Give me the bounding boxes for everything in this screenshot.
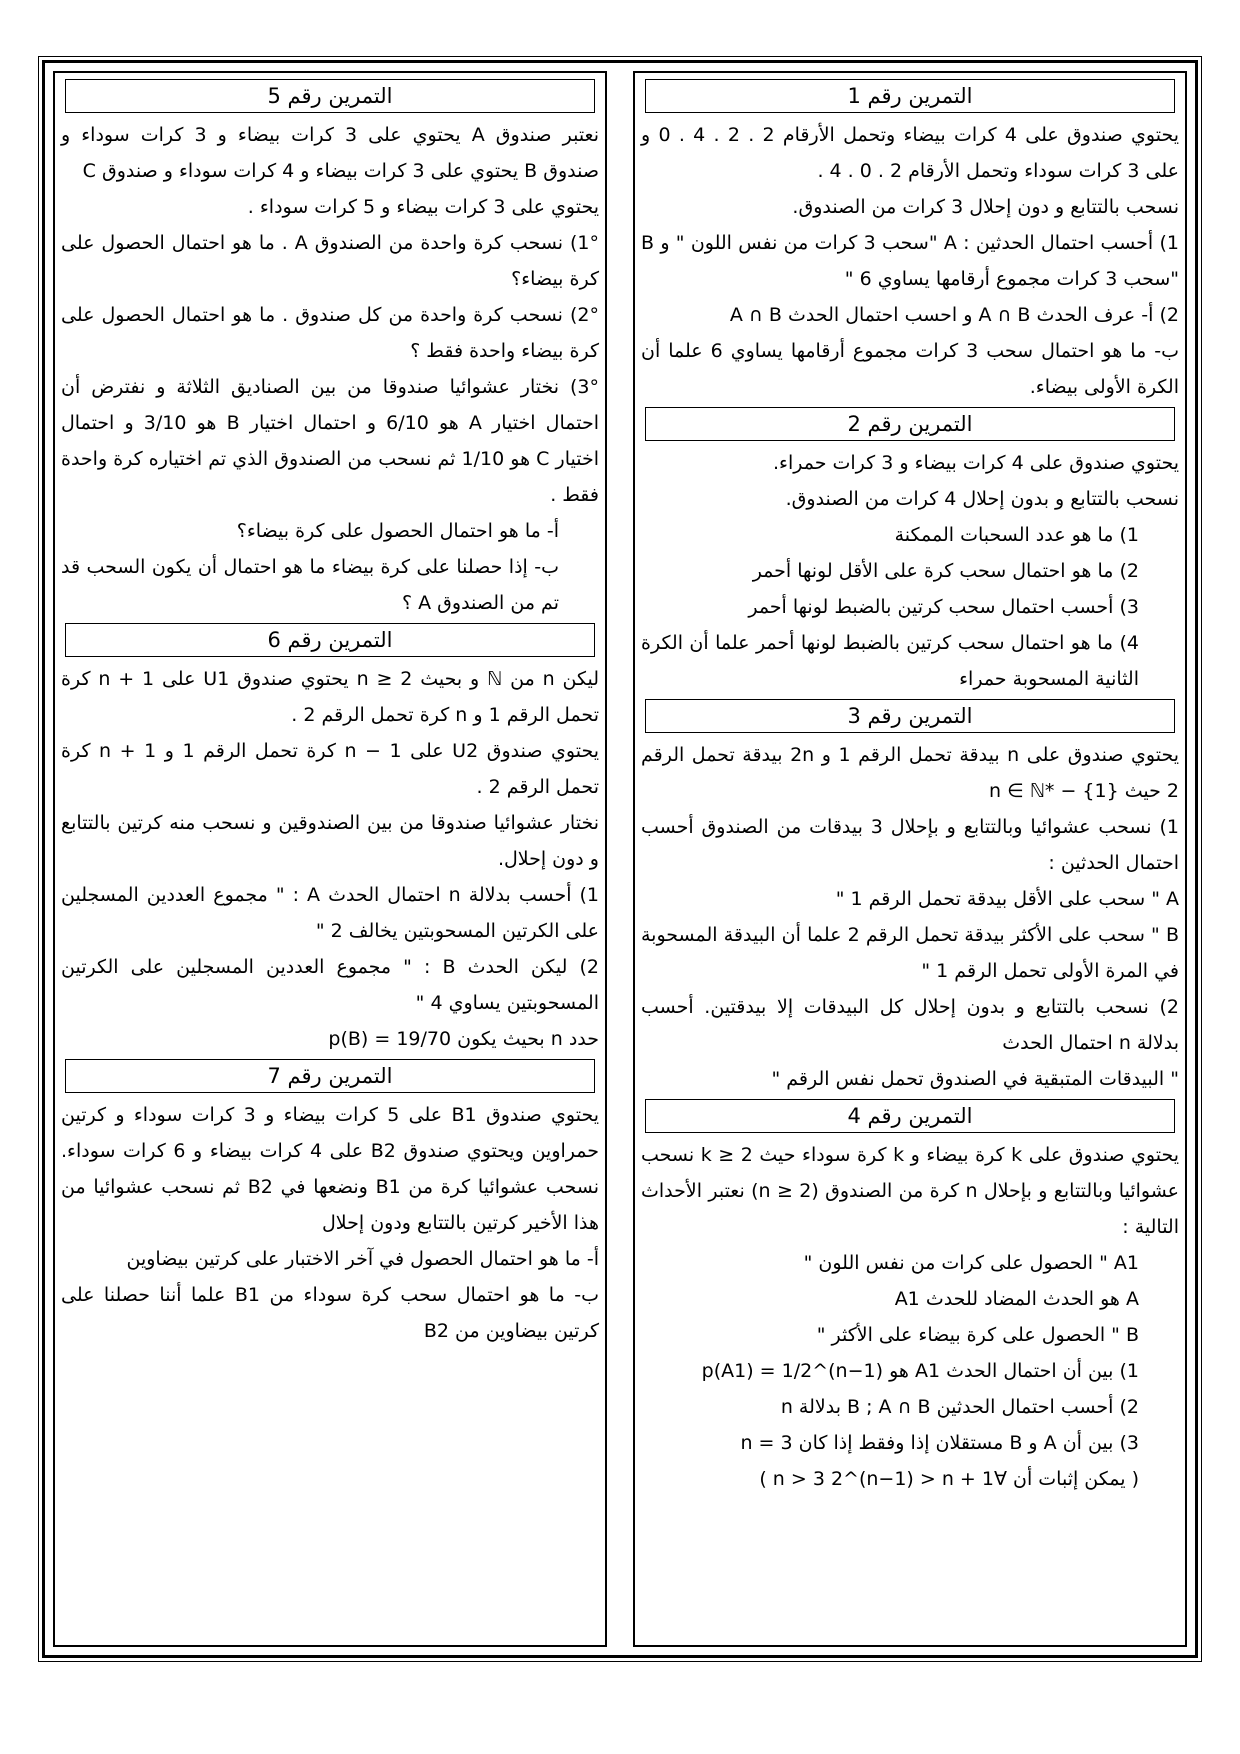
exercise-question: 1°) نسحب كرة واحدة من الصندوق A . ما هو احتمال الحصول على كرة بيضاء؟ <box>61 232 600 290</box>
exercise-text: يحتوي صندوق B1 على 5 كرات بيضاء و 3 كرات سوداء و كرتين حمراوين ويحتوي صندوق B2 على 4 كرات بيضاء و 6 كرات سوداء. نسحب عشوائيا كرة من B1 ونضعها في B2 ثم نسحب عشوائيا من هذا الأخير كرتين بالتتابع ودون إحلال <box>61 1104 600 1234</box>
exercise-text: يحتوي صندوق على 4 كرات بيضاء و 3 كرات حمراء. <box>773 452 1179 474</box>
exercise-question: 1) أحسب احتمال الحدثين : A "سحب 3 كرات من نفس اللون " و B "سحب 3 كرات مجموع أرقامها يساوي 6 " <box>641 232 1179 290</box>
exercise-question: 3°) نختار عشوائيا صندوقا من بين الصناديق الثلاثة و نفترض أن احتمال اختيار A هو 6/10 و احتمال اختيار B هو 3/10 و احتمال اختيار C هو 1/10 ثم نسحب من الصندوق الذي تم اختياره كرة واحدة فقط . <box>61 376 599 506</box>
exercise-2 <box>641 407 1179 697</box>
exercise-question: 1) ما هو عدد السحبات الممكنة <box>894 524 1139 546</box>
exercise-question: 1) أحسب بدلالة n احتمال الحدث A : " مجموع العددين المسجلين على الكرتين المسحوبتين يخالف 2 " <box>61 884 600 942</box>
exercise-question: حدد n بحيث يكون p(B) = 19/70 <box>328 1028 599 1050</box>
exercise-question: 4) ما هو احتمال سحب كرتين بالضبط لونها أحمر علما أن الكرة الثانية المسحوبة حمراء <box>641 632 1139 690</box>
exercise-title: التمرين رقم 7 <box>65 1059 595 1093</box>
exercise-question: 1) بين أن احتمال الحدث A1 هو p(A1) = 1/2^(n−1) <box>701 1360 1139 1382</box>
left-column <box>53 71 607 1647</box>
exercise-text: يحتوي صندوق على k كرة بيضاء و k كرة سوداء حيث k ≥ 2 نسحب عشوائيا وبالتتابع و بإحلال n كرة من الصندوق (n ≥ 2) نعتبر الأحداث التالية : <box>641 1144 1180 1238</box>
exercise-5 <box>61 79 599 621</box>
exercise-title: التمرين رقم 3 <box>645 699 1175 733</box>
exercise-question: A " سحب على الأقل بيدقة تحمل الرقم 1 " <box>835 888 1179 910</box>
exercise-3 <box>641 699 1179 1097</box>
exercise-question: ب- ما هو احتمال سحب كرة سوداء من B1 علما أننا حصلنا على كرتين بيضاوين من B2 <box>61 1284 599 1342</box>
exercise-question: B " سحب على الأكثر بيدقة تحمل الرقم 2 علما أن البيدقة المسحوبة في المرة الأولى تحمل الرقم 1 " <box>641 924 1179 982</box>
exercise-text: نسحب بالتتابع و بدون إحلال 4 كرات من الصندوق. <box>785 488 1179 510</box>
exercise-question: 2) ما هو احتمال سحب كرة على الأقل لونها أحمر <box>752 560 1139 582</box>
page-frame <box>42 60 1198 1658</box>
exercise-title: التمرين رقم 6 <box>65 623 595 657</box>
exercise-question: ب- إذا حصلنا على كرة بيضاء ما هو احتمال أن يكون السحب قد تم من الصندوق A ؟ <box>61 556 559 614</box>
exercise-text: نختار عشوائيا صندوقا من بين الصندوقين و نسحب منه كرتين بالتتابع و دون إحلال. <box>61 812 599 870</box>
exercise-6 <box>61 623 599 1057</box>
right-column <box>633 71 1187 1647</box>
exercise-title: التمرين رقم 4 <box>645 1099 1175 1133</box>
exercise-question: 3) بين أن A و B مستقلان إذا وفقط إذا كان n = 3 <box>740 1432 1139 1454</box>
exercise-7 <box>61 1059 599 1349</box>
exercise-question: 2) نسحب بالتتابع و بدون إحلال كل البيدقات إلا بيدقتين. أحسب بدلالة n احتمال الحدث <box>641 996 1179 1054</box>
exercise-title: التمرين رقم 1 <box>645 79 1175 113</box>
exercise-question: 2) أحسب احتمال الحدثين B ; A ∩ B بدلالة n <box>780 1396 1139 1418</box>
exercise-question: 2) ليكن الحدث B : " مجموع العددين المسجلين على الكرتين المسحوبتين يساوي 4 " <box>61 956 600 1014</box>
exercise-4 <box>641 1099 1179 1497</box>
exercise-title: التمرين رقم 2 <box>645 407 1175 441</box>
exercise-text: نعتبر صندوق A يحتوي على 3 كرات بيضاء و 3 كرات سوداء و صندوق B يحتوي على 3 كرات بيضاء و 4 كرات سوداء و صندوق C <box>61 124 600 182</box>
exercise-text: A1 " الحصول على كرات من نفس اللون " <box>803 1252 1139 1274</box>
exercise-text: ليكن n من ℕ و بحيث n ≥ 2 يحتوي صندوق U1 على n + 1 كرة تحمل الرقم 1 و n كرة تحمل الرقم 2 . <box>61 668 599 726</box>
exercise-1 <box>641 79 1179 405</box>
exercise-text: A هو الحدث المضاد للحدث A1 <box>894 1288 1139 1310</box>
exercise-question: ب- ما هو احتمال سحب 3 كرات مجموع أرقامها يساوي 6 علما أن الكرة الأولى بيضاء. <box>641 340 1179 398</box>
exercise-question: 3) أحسب احتمال سحب كرتين بالضبط لونها أحمر <box>748 596 1139 618</box>
exercise-text: نسحب بالتتابع و دون إحلال 3 كرات من الصندوق. <box>792 196 1179 218</box>
exercise-text: يحتوي على 3 كرات بيضاء و 5 كرات سوداء . <box>247 196 599 218</box>
exercise-question: 2°) نسحب كرة واحدة من كل صندوق . ما هو احتمال الحصول على كرة بيضاء واحدة فقط ؟ <box>61 304 599 362</box>
exercise-text: يحتوي صندوق U2 على n − 1 كرة تحمل الرقم 1 و n + 1 كرة تحمل الرقم 2 . <box>61 740 599 798</box>
exercise-hint: ( يمكن إثبات أن ∀n > 3 2^(n−1) > n + 1 ) <box>759 1468 1139 1490</box>
exercise-text: يحتوي صندوق على n بيدقة تحمل الرقم 1 و 2n بيدقة تحمل الرقم 2 حيث n ∈ ℕ* − {1} <box>641 744 1180 802</box>
exercise-title: التمرين رقم 5 <box>65 79 595 113</box>
exercise-question: 2) أ- عرف الحدث A ∩ B و احسب احتمال الحدث A ∩ B <box>729 304 1179 326</box>
exercise-text: B " الحصول على كرة بيضاء على الأكثر " <box>816 1324 1139 1346</box>
exercise-question: أ- ما هو احتمال الحصول في آخر الاختبار على كرتين بيضاوين <box>126 1248 599 1270</box>
exercise-question: " البيدقات المتبقية في الصندوق تحمل نفس الرقم " <box>771 1068 1179 1090</box>
exercise-question: 1) نسحب عشوائيا وبالتتابع و بإحلال 3 بيدقات من الصندوق أحسب احتمال الحدثين : <box>641 816 1179 874</box>
exercise-text: يحتوي صندوق على 4 كرات بيضاء وتحمل الأرقام 2 . 2 . 4 . 0 و على 3 كرات سوداء وتحمل الأرقام 2 . 0 . 4 . <box>641 124 1180 182</box>
exercise-question: أ- ما هو احتمال الحصول على كرة بيضاء؟ <box>236 520 559 542</box>
